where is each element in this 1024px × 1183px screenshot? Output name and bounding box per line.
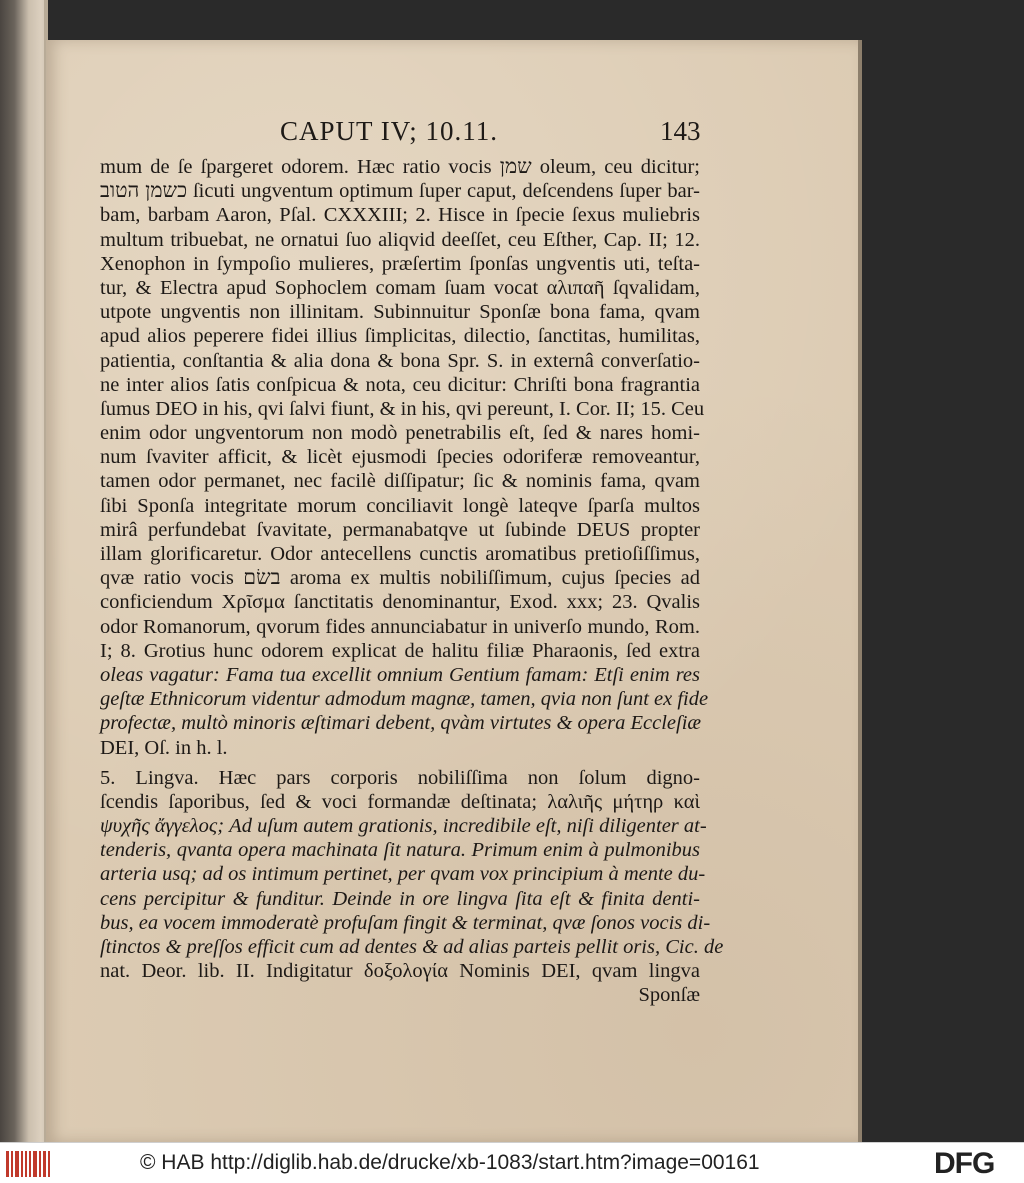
text-line: ſibi Sponſa integritate morum conciliavit longè lateqve ſparſa multos <box>100 494 700 517</box>
running-head: CAPUT IV; 10.11. <box>280 116 499 146</box>
text-line: geſtæ Ethnicorum videntur admodum magnæ, tamen, qvia non ſunt ex fide <box>100 688 709 711</box>
text-line: tenderis, qvanta opera machinata ſit natura. Primum enim à pulmonibus <box>100 839 700 862</box>
text-line: I; 8. Grotius hunc odorem explicat de halitu filiæ Pharaonis, ſed extra <box>100 639 700 662</box>
page-number: 143 <box>660 116 701 146</box>
text-line: nat. Deor. lib. II. Indigitatur δοξολογία Nominis DEI, qvam lingva <box>100 960 700 983</box>
source-link[interactable]: © HAB http://diglib.hab.de/drucke/xb-1083/start.htm?image=00161 <box>140 1151 760 1174</box>
text-line: profectæ, multò minoris æſtimari debent, qvàm virtutes & opera Eccleſiæ <box>100 712 702 735</box>
text-line: ſumus DEO in his, qvi ſalvi fiunt, & in his, qvi pereunt, I. Cor. II; 15. Ceu <box>100 397 705 420</box>
text-line: enim odor ungventorum non modò penetrabilis eſt, ſed & nares homi- <box>100 422 700 445</box>
text-line: mum de ſe ſpargeret odorem. Hæc ratio vocis שמן oleum, ceu dicitur; <box>100 156 700 178</box>
text-line: mirâ perfundebat ſvavitate, permanabatqve ut ſubinde DEUS propter <box>100 518 700 541</box>
dfg-logo: DFG <box>934 1147 995 1180</box>
text-line: tur, & Electra apud Sophoclem comam ſuam vocat αλιπαῆ ſqvalidam, <box>100 276 700 299</box>
viewer-footer <box>0 1142 1024 1183</box>
text-line: arteria usq; ad os intimum pertinet, per qvam vox principium à mente du- <box>100 863 706 886</box>
catchword: Sponſæ <box>638 984 700 1007</box>
text-line: bam, barbam Aaron, Pſal. CXXXIII; 2. Hisce in ſpecie ſexus muliebris <box>100 204 700 227</box>
text-line: oleas vagatur: Fama tua excellit omnium Gentium famam: Etſi enim res <box>100 663 700 686</box>
text-line: multum tribuebat, ne ornatui ſuo aliqvid deeſſet, ceu Eſther, Cap. II; 12. <box>100 228 700 251</box>
text-line: ne inter alios ſatis conſpicua & nota, ceu dicitur: Chriſti bona fragrantia <box>100 373 700 396</box>
text-line: ſtinctos & preſſos efficit cum ad dentes & ad alias parteis pellit oris, Cic. de <box>100 936 724 958</box>
text-line: conficiendum Χρῖσμα ſanctitatis denominantur, Exod. xxx; 23. Qvalis <box>100 591 700 614</box>
text-line: patientia, conſtantia & alia dona & bona Spr. S. in externâ converſatio- <box>100 349 700 372</box>
text-line: Xenophon in ſympoſio mulieres, præſertim ſponſas ungventis uti, teſta- <box>100 252 700 275</box>
section-heading-line: 5. Lingva. Hæc pars corporis nobiliſſima non ſolum digno- <box>100 766 700 789</box>
text-line: ſcendis ſaporibus, ſed & voci formandæ deſtinata; λαλιῆς μήτηρ καὶ <box>100 790 700 813</box>
text-line: cens percipitur & funditur. Deinde in ore lingva ſita eſt & finita denti- <box>100 887 700 910</box>
text-line: num ſvaviter afficit, & licèt ejusmodi ſpecies odoriferæ removeantur, <box>100 446 700 469</box>
text-line: bus, ea vocem immoderatè profuſam fingit & terminat, qvæ ſonos vocis di- <box>100 911 711 934</box>
text-line: utpote ungventis non illinitam. Subinnuitur Sponſæ bona fama, qvam <box>100 301 700 324</box>
text-line: DEI, Oſ. in h. l. <box>100 736 228 759</box>
text-line: apud alios peperere fidei illius ſimplicitas, dilectio, ſanctitas, humilitas, <box>100 325 700 348</box>
text-line: illam glorificaretur. Odor antecellens cunctis aromatibus pretioſiſſimus, <box>100 543 700 565</box>
text-line: qvæ ratio vocis בשׂם aroma ex multis nobiliſſimum, cujus ſpecies ad <box>100 567 701 590</box>
body-text <box>100 155 724 1008</box>
text-line: tamen odor permanet, nec facilè diſſipatur; ſic & nominis fama, qvam <box>100 470 700 493</box>
text-line: ψυχῆς ἄγγελος; Ad uſum autem grationis, incredibile eſt, niſi diligenter at- <box>100 815 707 838</box>
barcode-icon <box>6 1151 50 1177</box>
book-spine <box>0 0 48 1142</box>
text-line: כשמן הטוב ſicuti ungventum optimum ſuper caput, deſcendens ſuper bar- <box>100 180 700 203</box>
text-line: odor Romanorum, qvorum fides annunciabatur in univerſo mundo, Rom. <box>100 615 700 638</box>
page-edge-shadow <box>858 40 862 1142</box>
